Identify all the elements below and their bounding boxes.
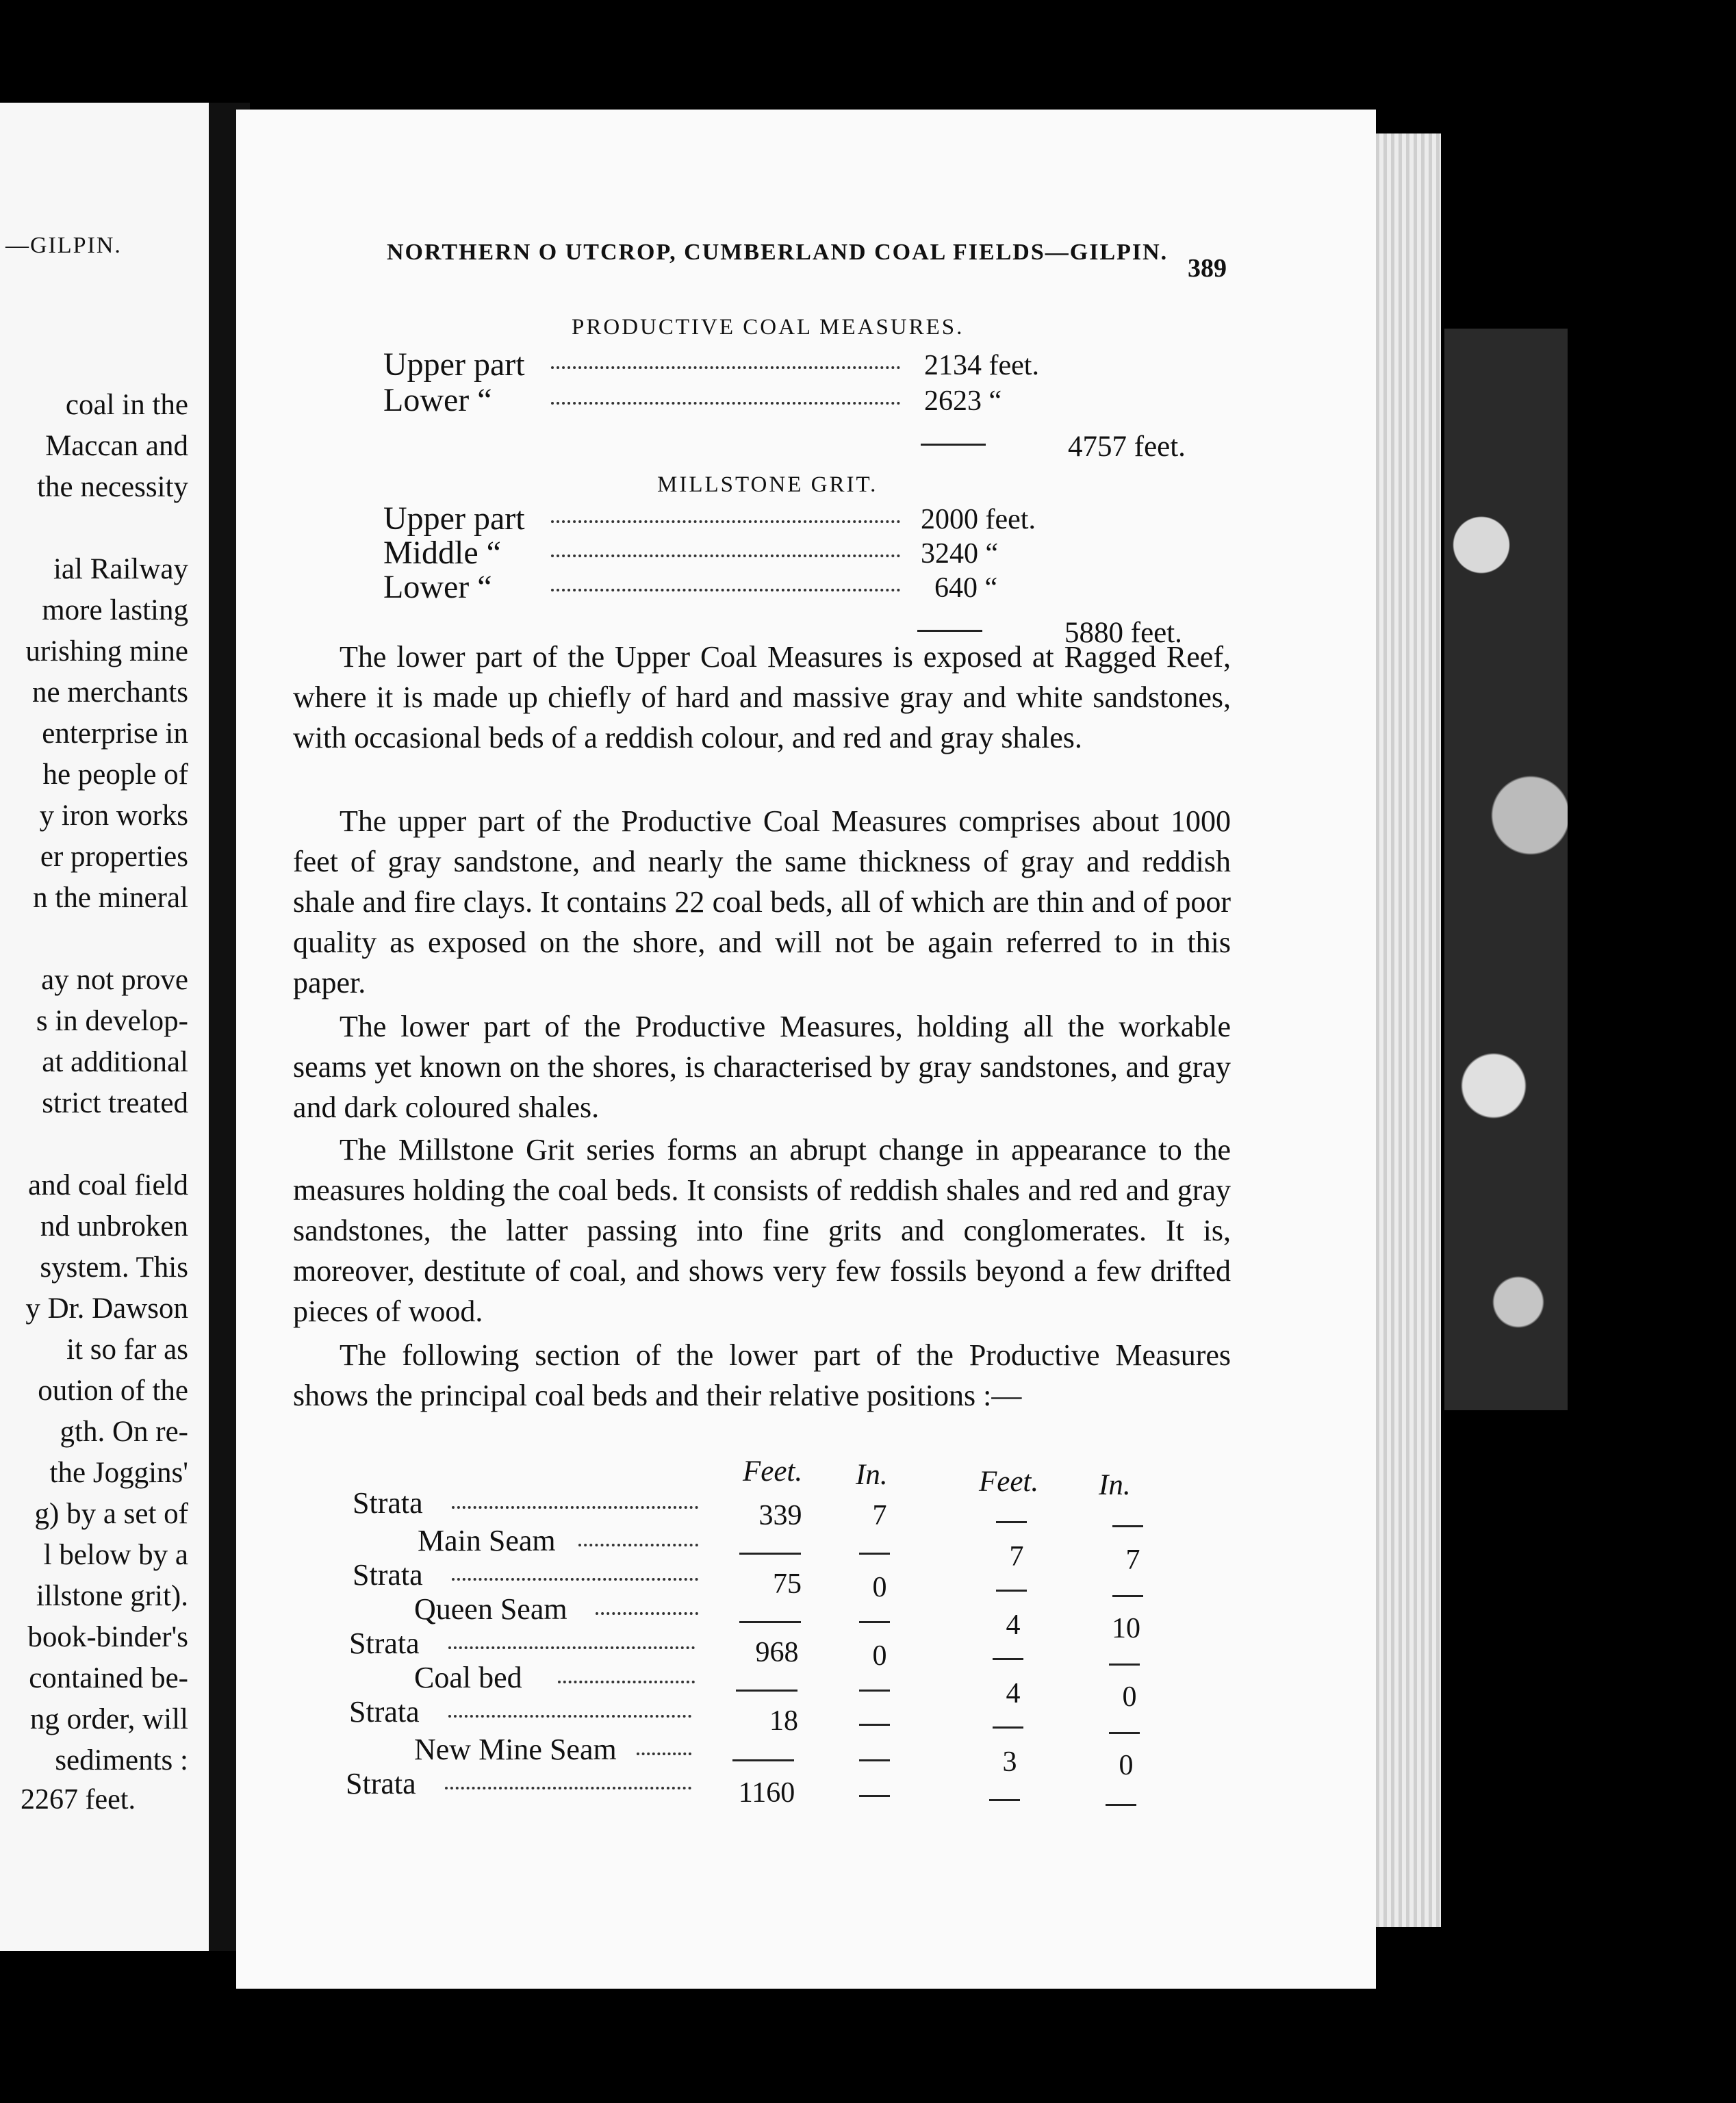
column-header-feet: Feet. [979, 1466, 1039, 1498]
measure-value: 3240 “ [921, 538, 999, 570]
table-rule [1112, 1595, 1143, 1597]
seam-feet: 3 [1002, 1746, 1017, 1778]
table-rule [859, 1690, 890, 1692]
leader-dots [551, 520, 900, 523]
table-rule [739, 1553, 801, 1555]
table-rule [732, 1759, 794, 1761]
seam-inches: 7 [1125, 1544, 1140, 1576]
left-line: strict treated [42, 1087, 188, 1119]
measure-row [383, 568, 1260, 606]
left-line: ng order, will [29, 1703, 188, 1735]
leader-dots [452, 1578, 698, 1581]
leader-dots [578, 1544, 698, 1546]
table-rule [859, 1759, 890, 1761]
leader-dots [551, 366, 900, 369]
measure-value: 2000 feet. [921, 504, 1036, 535]
left-page-fragment [0, 103, 209, 1951]
strata-inches: 7 [872, 1500, 887, 1531]
strata-feet: 1160 [738, 1777, 795, 1809]
left-line: and coal field [27, 1169, 188, 1201]
left-line: contained be- [29, 1662, 188, 1694]
measure-value: 2623 “ [924, 385, 1002, 417]
left-line: coal in the [65, 389, 188, 421]
seam-label: Main Seam [418, 1524, 556, 1557]
strata-feet: 339 [758, 1500, 802, 1531]
left-line: y iron works [39, 800, 188, 832]
leader-dots [445, 1787, 691, 1789]
table-rule [859, 1724, 890, 1726]
left-line: nd unbroken [40, 1210, 188, 1242]
left-line: system. This [40, 1251, 188, 1284]
left-line: it so far as [66, 1334, 188, 1366]
table-rule [1109, 1732, 1140, 1734]
left-line: illstone grit). [36, 1580, 188, 1612]
measure-label: Lower “ [383, 382, 492, 418]
table-rule [989, 1799, 1020, 1801]
seam-label: Queen Seam [414, 1592, 567, 1626]
seam-label: Coal bed [414, 1661, 522, 1694]
leader-dots [452, 1506, 698, 1509]
left-line: oution of the [38, 1375, 188, 1407]
seam-feet: 4 [1006, 1609, 1021, 1641]
left-line: more lasting [42, 594, 188, 626]
left-line: ial Railway [53, 553, 188, 585]
leader-dots [448, 1715, 691, 1718]
marbled-endpaper [1444, 329, 1568, 1410]
measure-row [383, 381, 1260, 419]
table-rule [859, 1553, 890, 1555]
left-line: he people of [42, 759, 188, 791]
millstone-total: 5880 feet. [1064, 617, 1182, 649]
sum-rule [917, 630, 982, 632]
table-rule [739, 1621, 801, 1623]
left-line: er properties [40, 841, 188, 873]
table-rule [1109, 1664, 1140, 1666]
measure-label: Upper part [383, 346, 525, 383]
left-line: s in develop- [36, 1005, 188, 1037]
leader-dots [637, 1752, 691, 1755]
leader-dots [558, 1681, 695, 1683]
strata-inches: 0 [872, 1640, 887, 1672]
measure-value: 640 “ [934, 572, 998, 604]
seam-inches: 10 [1112, 1613, 1140, 1644]
leader-dots [596, 1612, 698, 1615]
strata-inches: 0 [872, 1572, 887, 1603]
table-rule [1112, 1525, 1143, 1527]
strata-feet: 75 [773, 1568, 802, 1600]
measure-value: 2134 feet. [924, 350, 1039, 381]
table-rule [996, 1521, 1027, 1523]
strata-label: Strata [353, 1558, 423, 1592]
left-line: gth. On re- [60, 1416, 188, 1448]
measure-row [383, 534, 1260, 572]
left-line: the Joggins' [49, 1457, 188, 1489]
leader-dots [551, 402, 900, 405]
sum-rule [921, 444, 986, 446]
strata-feet: 968 [755, 1637, 799, 1668]
left-line: urishing mine [25, 635, 188, 667]
table-rule [993, 1658, 1023, 1660]
column-header-inches: In. [1099, 1469, 1131, 1501]
left-line: l below by a [43, 1539, 188, 1571]
body-paragraph: The lower part of the Productive Measures, holding all the workable seams yet known on the shores, is characterised by gray sandstones, and gray and dark coloured shales. [293, 1010, 1231, 1124]
strata-label: Strata [346, 1767, 416, 1800]
body-paragraph: The upper part of the Productive Coal Measures comprises about 1000 feet of gray sandstone, and nearly the same thickness of gray and reddish shale and fire clays. It contains 22 coal beds, all of which are thin and of poor quality as exposed on the shore, and will not be again referred to in this paper. [293, 804, 1231, 999]
measure-label: Upper part [383, 500, 525, 537]
left-line: book-binder's [27, 1621, 188, 1653]
seam-feet: 4 [1006, 1678, 1021, 1709]
seam-inches: 0 [1119, 1750, 1134, 1781]
table-rule [859, 1795, 890, 1797]
body-paragraph: The lower part of the Upper Coal Measures is exposed at Ragged Reef, where it is made up chiefly of hard and massive gray and white sandstones, with occasional beds of a reddish colour, and red and gray shales. [293, 640, 1231, 754]
column-header-inches: In. [856, 1459, 888, 1491]
left-line: sediments : [55, 1744, 188, 1776]
measure-label: Lower “ [383, 569, 492, 605]
seam-label: New Mine Seam [414, 1733, 617, 1766]
running-header: NORTHERN O UTCROP, CUMBERLAND COAL FIELDS—GILPIN. [387, 240, 1169, 265]
seam-feet: 7 [1009, 1541, 1024, 1572]
left-line: n the mineral [33, 882, 188, 914]
leader-dots [551, 555, 900, 557]
table-rule [993, 1726, 1023, 1729]
table-rule [859, 1621, 890, 1623]
table-rule [736, 1690, 797, 1692]
left-page-header: —GILPIN. [5, 233, 122, 258]
measure-row [383, 500, 1260, 537]
left-line: ne merchants [31, 676, 188, 709]
table-rule [1106, 1804, 1136, 1806]
left-line: ay not prove [41, 964, 188, 996]
body-paragraph: The Millstone Grit series forms an abrupt change in appearance to the measures holding the coal beds. It consists of reddish shales and red and gray sandstones, the latter passing into fine grits and conglomerates. It is, moreover, destitute of coal, and shows very few fossils beyond a few drifted pieces of wood. [293, 1133, 1231, 1328]
strata-label: Strata [349, 1627, 420, 1660]
left-line: the necessity [37, 471, 188, 503]
body-paragraph: The following section of the lower part of the Productive Measures shows the principal coal beds and their relative positions :— [293, 1338, 1231, 1412]
left-line: g) by a set of [34, 1498, 188, 1530]
strata-label: Strata [353, 1486, 423, 1520]
strata-feet: 18 [769, 1705, 798, 1737]
left-line: y Dr. Dawson [25, 1292, 188, 1325]
leader-dots [551, 589, 900, 591]
measure-label: Middle “ [383, 535, 501, 571]
measure-row [383, 346, 1260, 383]
column-header-feet: Feet. [743, 1455, 803, 1488]
page-edges [1376, 133, 1441, 1927]
seam-inches: 0 [1122, 1681, 1137, 1713]
millstone-heading: MILLSTONE GRIT. [657, 472, 878, 497]
left-line: at additional [42, 1046, 188, 1078]
table-rule [996, 1590, 1027, 1592]
leader-dots [448, 1646, 695, 1649]
page-number: 389 [1188, 254, 1227, 283]
left-page-footer-total: 2267 feet. [21, 1784, 136, 1815]
productive-heading: PRODUCTIVE COAL MEASURES. [572, 315, 965, 340]
strata-label: Strata [349, 1695, 420, 1729]
productive-total: 4757 feet. [1068, 431, 1186, 463]
left-line: Maccan and [45, 430, 188, 462]
left-line: enterprise in [42, 717, 188, 750]
